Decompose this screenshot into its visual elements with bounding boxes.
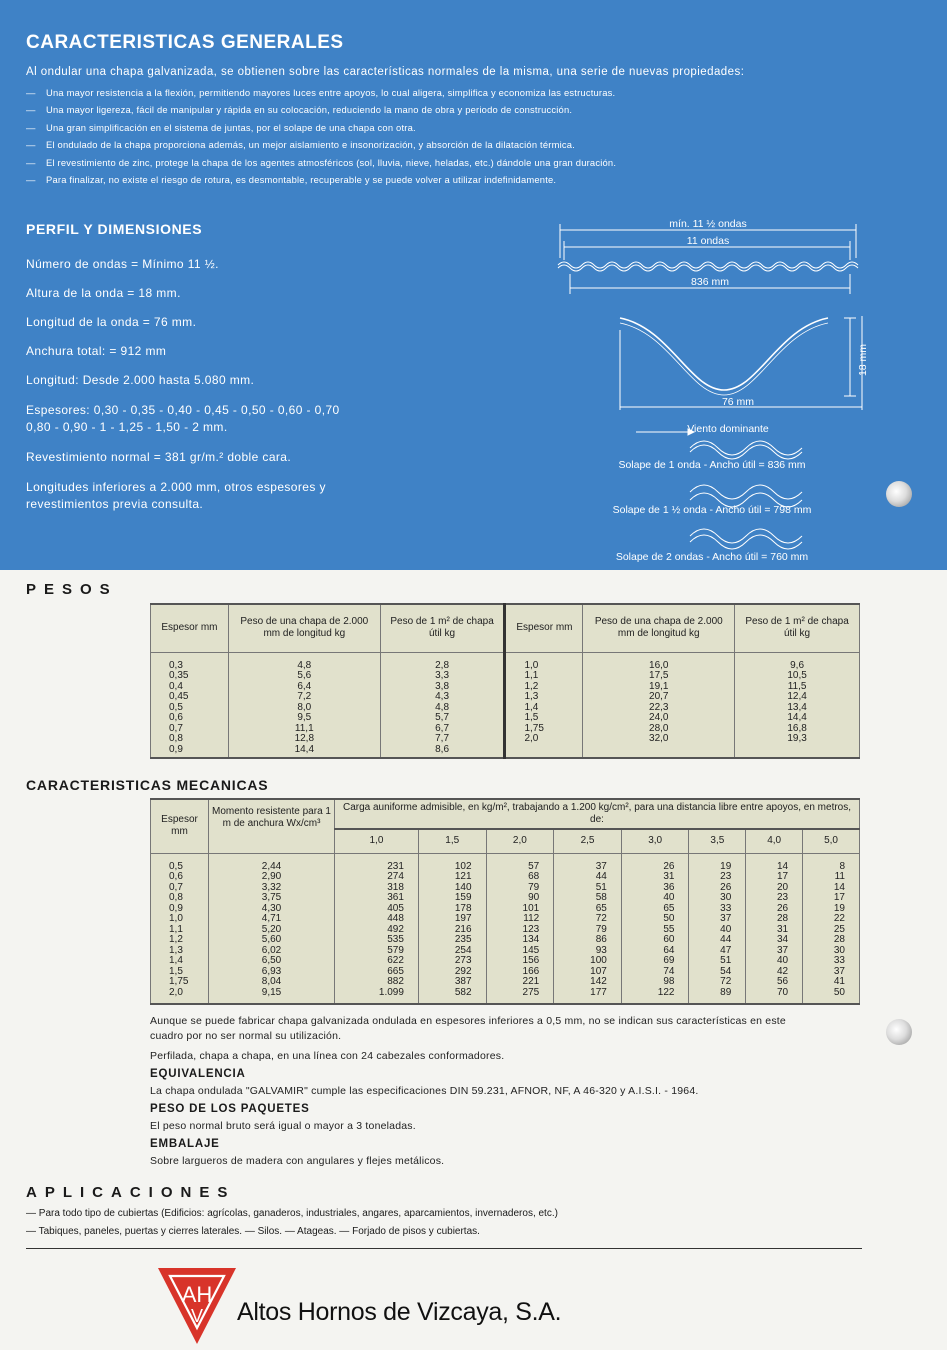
- table-cell: 622: [387, 955, 404, 966]
- spec-note-2: revestimientos previa consulta.: [26, 497, 204, 511]
- table-cell: 5,6: [297, 670, 312, 681]
- table-cell: 122: [657, 986, 675, 998]
- table-cell: 8,04: [261, 976, 282, 987]
- table-cell: 2,0: [169, 986, 183, 998]
- table-cell: 221: [522, 976, 540, 987]
- table-cell: 1,2: [169, 934, 183, 945]
- table-cell: 34: [776, 934, 789, 945]
- logo-text-bottom: V: [190, 1306, 204, 1326]
- binder-hole-bottom: [886, 1019, 912, 1045]
- table-cell: 0,4: [169, 680, 183, 692]
- width-label: 836 mm: [691, 276, 729, 288]
- waves-label: 11 ondas: [686, 235, 730, 247]
- table-cell: 4,8: [297, 659, 312, 671]
- spec-waves: Número de ondas = Mínimo 11 ½.: [26, 257, 219, 271]
- table-cell: 22,3: [649, 701, 669, 713]
- table-cell: 9,5: [297, 712, 312, 723]
- table-cell: 405: [387, 902, 404, 914]
- table-cell: 235: [454, 934, 472, 945]
- mech-span-header: 3,0: [621, 829, 689, 853]
- table-cell: 11: [834, 871, 845, 882]
- table-cell: 54: [720, 965, 732, 977]
- table-cell: 145: [522, 944, 540, 956]
- table-cell: 51: [720, 955, 732, 966]
- table-cell: 12,4: [787, 691, 807, 702]
- table-cell: 55: [663, 923, 675, 935]
- spec-longitud: Longitud: Desde 2.000 hasta 5.080 mm.: [26, 373, 255, 387]
- mech-span-header: 2,5: [554, 829, 622, 853]
- table-cell: 4,71: [261, 913, 282, 924]
- table-cell: 14: [776, 860, 789, 872]
- company-name: Altos Hornos de Vizcaya, S.A.: [237, 1298, 562, 1326]
- table-cell: 1,3: [169, 944, 183, 956]
- bullet-item: — El revestimiento de zinc, protege la chapa de los agentes atmosféricos (sol, lluvia, nieve, heladas, etc.) dándole una gran duración.: [26, 156, 617, 168]
- table-cell: 22: [833, 913, 845, 924]
- mech-col-momento: [209, 853, 335, 1004]
- table-cell: 5,60: [261, 934, 282, 945]
- table-cell: 79: [528, 881, 540, 893]
- table-cell: 274: [387, 871, 404, 882]
- table-cell: 14: [833, 881, 845, 893]
- table-cell: 2,8: [435, 659, 450, 671]
- table-cell: 33: [720, 902, 732, 914]
- table-cell: 19: [833, 902, 845, 914]
- profile-diagram: [550, 210, 880, 568]
- table-cell: 19,3: [787, 733, 807, 744]
- wave-height-label: 18 mm: [857, 343, 869, 377]
- table-cell: 69: [663, 955, 675, 966]
- table-cell: 20,7: [649, 691, 669, 702]
- overlap-2-label: Solape de 2 ondas - Ancho útil = 760 mm: [615, 551, 809, 563]
- table-cell: 28: [776, 913, 789, 924]
- table-cell: 9,6: [790, 659, 805, 671]
- table-cell: 102: [454, 860, 472, 872]
- table-cell: 156: [522, 955, 540, 966]
- mech-col-load: [746, 853, 803, 1004]
- spec-coating: Revestimiento normal = 381 gr/m.² doble cara.: [26, 450, 292, 464]
- weights-title: PESOS: [26, 581, 118, 598]
- table-cell: 28,0: [649, 722, 669, 734]
- table-cell: 112: [523, 913, 540, 924]
- weights-header-chapa: Peso de una chapa de 2.000 mm de longitud kg: [583, 604, 735, 652]
- table-cell: 60: [663, 934, 675, 945]
- table-cell: 1,5: [524, 712, 539, 723]
- mech-header-carga: Carga auniforme admisible, en kg/m², trabajando a 1.200 kg/cm², para una distancia libre entre apoyos, en metros, de:: [335, 799, 860, 829]
- table-cell: 166: [522, 965, 540, 977]
- table-cell: 2,0: [524, 733, 539, 744]
- table-cell: 19: [720, 860, 732, 872]
- table-cell: 101: [522, 902, 540, 914]
- table-cell: 44: [720, 934, 732, 945]
- mech-col-espesor: [151, 853, 209, 1004]
- table-cell: 6,7: [435, 722, 450, 734]
- table-cell: 2,90: [261, 871, 282, 882]
- mech-span-header: 4,0: [746, 829, 803, 853]
- table-cell: 231: [387, 860, 404, 872]
- table-cell: 32,0: [649, 733, 669, 744]
- spec-length: Longitud de la onda = 76 mm.: [26, 315, 197, 329]
- table-cell: 89: [720, 986, 732, 998]
- table-cell: 0,8: [169, 733, 183, 744]
- ahv-logo-icon: [158, 1268, 236, 1344]
- table-cell: 24,0: [649, 712, 669, 723]
- embalaje-text: Sobre largueros de madera con angulares y flejes metálicos.: [150, 1155, 445, 1167]
- mechanical-title: CARACTERISTICAS MECANICAS: [26, 777, 269, 793]
- table-cell: 16,8: [787, 722, 807, 734]
- table-cell: 134: [522, 934, 540, 945]
- table-cell: 1,5: [169, 965, 183, 977]
- table-cell: 6,93: [261, 965, 282, 977]
- wave-profile: [620, 318, 828, 390]
- table-cell: 5,7: [435, 712, 450, 723]
- table-cell: 17: [776, 871, 789, 882]
- footer-divider: [26, 1248, 862, 1249]
- table-cell: 17: [833, 892, 845, 903]
- wind-label: Viento dominante: [687, 423, 769, 435]
- table-cell: 37: [595, 860, 607, 872]
- table-cell: 0,3: [169, 659, 183, 671]
- table-cell: 1,1: [524, 670, 539, 681]
- table-cell: 93: [595, 944, 607, 956]
- table-cell: 14,4: [294, 743, 315, 755]
- weights-col: [583, 652, 735, 758]
- table-cell: 40: [720, 923, 732, 935]
- table-cell: 3,32: [261, 881, 282, 893]
- overlap-1-label: Solape de 1 onda - Ancho útil = 836 mm: [618, 459, 806, 471]
- table-cell: 50: [663, 913, 675, 924]
- equivalencia-text: La chapa ondulada "GALVAMIR" cumple las especificaciones DIN 59.231, AFNOR, NF, A 46-320 y A.I.S.I. - 1964.: [150, 1085, 699, 1097]
- table-cell: 5,20: [261, 923, 282, 935]
- bullet-item: — Para finalizar, no existe el riesgo de rotura, es desmontable, recuperable y se puede volver a utilizar indefinidamente.: [26, 173, 557, 185]
- general-bullets: [26, 84, 616, 188]
- table-cell: 16,0: [649, 659, 669, 671]
- spec-thickness-1: Espesores: 0,30 - 0,35 - 0,40 - 0,45 - 0,50 - 0,60 - 0,70: [26, 403, 340, 417]
- table-cell: 1,0: [169, 913, 183, 924]
- table-cell: 4,30: [261, 902, 282, 914]
- table-cell: 57: [528, 860, 540, 872]
- mech-col-load: [554, 853, 622, 1004]
- table-cell: 72: [595, 913, 607, 924]
- table-cell: 0,7: [169, 881, 183, 893]
- table-cell: 361: [387, 892, 404, 903]
- table-cell: 58: [595, 892, 607, 903]
- bullet-item: — Una mayor resistencia a la flexión, permitiendo mayores luces entre apoyos, lo cual aligera, simplifica y economiza las estructuras.: [26, 87, 616, 98]
- table-cell: 0,5: [169, 860, 183, 872]
- table-cell: 1,3: [524, 691, 539, 702]
- table-cell: 51: [595, 881, 607, 893]
- table-cell: 12,8: [294, 733, 315, 744]
- sheet-wave-bottom: [558, 265, 858, 271]
- table-cell: 11,1: [294, 722, 314, 734]
- table-cell: 100: [590, 955, 607, 966]
- table-cell: 13,4: [787, 701, 807, 713]
- table-cell: 8: [839, 860, 845, 872]
- table-cell: 14,4: [787, 712, 807, 723]
- mech-span-header: 3,5: [689, 829, 746, 853]
- table-cell: 74: [663, 965, 675, 977]
- spec-height: Altura de la onda = 18 mm.: [26, 286, 181, 300]
- table-cell: 0,5: [169, 701, 183, 713]
- table-cell: 0,9: [169, 743, 183, 755]
- overlap-2-sketch: [690, 529, 802, 549]
- table-cell: 79: [595, 923, 607, 935]
- spec-width: Anchura total: = 912 mm: [26, 344, 167, 358]
- mech-span-header: 1,5: [418, 829, 486, 853]
- weights-col: [735, 652, 860, 758]
- table-cell: 44: [595, 871, 607, 882]
- table-cell: 197: [454, 913, 472, 924]
- table-cell: 7,7: [435, 733, 450, 744]
- weights-col: [505, 652, 583, 758]
- table-cell: 0,9: [169, 902, 183, 914]
- table-cell: 37: [776, 944, 789, 956]
- table-cell: 140: [454, 881, 472, 893]
- table-cell: 318: [387, 881, 404, 893]
- spec-thickness-2: 0,80 - 0,90 - 1 - 1,25 - 1,50 - 2 mm.: [26, 420, 228, 434]
- table-cell: 3,75: [261, 892, 282, 903]
- embalaje-title: EMBALAJE: [150, 1138, 220, 1150]
- table-cell: 1,75: [524, 722, 544, 734]
- table-cell: 142: [590, 976, 607, 987]
- overlap-15-label: Solape de 1 ½ onda - Ancho útil = 798 mm: [612, 504, 812, 516]
- table-cell: 1,4: [524, 701, 539, 713]
- table-cell: 254: [454, 944, 472, 956]
- table-cell: 28: [833, 934, 845, 945]
- table-cell: 492: [387, 923, 404, 935]
- table-cell: 0,7: [169, 722, 183, 734]
- peso-paquetes-title: PESO DE LOS PAQUETES: [150, 1103, 310, 1115]
- min-waves-label: mín. 11 ½ ondas: [669, 218, 747, 230]
- table-cell: 50: [833, 986, 845, 998]
- table-cell: 20: [776, 881, 789, 893]
- table-cell: 0,35: [169, 670, 189, 681]
- table-cell: 0,45: [169, 691, 189, 702]
- table-cell: 17,5: [649, 670, 669, 681]
- applications-list: [26, 1205, 558, 1241]
- table-cell: 37: [720, 913, 732, 924]
- table-cell: 275: [522, 986, 540, 998]
- table-cell: 4,3: [435, 691, 450, 702]
- binder-hole-top: [886, 481, 912, 507]
- table-cell: 8,6: [435, 743, 450, 755]
- table-cell: 177: [590, 986, 607, 998]
- table-cell: 25: [833, 923, 845, 935]
- table-cell: 882: [387, 976, 404, 987]
- table-cell: 2,44: [261, 860, 282, 872]
- spec-note-1: Longitudes inferiores a 2.000 mm, otros espesores y: [26, 480, 326, 494]
- note-thin-sheets: Aunque se puede fabricar chapa galvanizada ondulada en espesores inferiores a 0,5 mm, no se indican sus características en este: [150, 1015, 786, 1027]
- table-cell: 121: [454, 871, 472, 882]
- table-cell: 107: [590, 965, 607, 977]
- weights-header-espesor: Espesor mm: [505, 604, 583, 652]
- weights-col: [380, 652, 505, 758]
- table-cell: 98: [663, 976, 675, 987]
- weights-header-chapa: Peso de una chapa de 2.000 mm de longitud kg: [228, 604, 380, 652]
- table-cell: 665: [387, 965, 404, 977]
- table-cell: 26: [720, 881, 732, 893]
- weights-table: [150, 603, 860, 759]
- logo-text-top: AH: [181, 1282, 213, 1307]
- table-cell: 10,5: [787, 670, 807, 681]
- table-cell: 40: [776, 955, 789, 966]
- table-cell: 9,15: [261, 986, 282, 998]
- mech-col-load: [621, 853, 689, 1004]
- table-cell: 19,1: [649, 680, 669, 692]
- applications-title: APLICACIONES: [26, 1184, 236, 1201]
- note-thin-sheets-2: cuadro por no ser normal su utilización.: [150, 1030, 342, 1042]
- bullet-item: — Una mayor ligereza, fácil de manipular y rápida en su colocación, reduciendo la mano de obra y periodo de construcción.: [26, 104, 573, 116]
- table-cell: 6,4: [297, 680, 312, 692]
- table-cell: 3,3: [435, 670, 450, 681]
- overlap-1-sketch: [690, 441, 802, 459]
- table-cell: 582: [454, 986, 472, 998]
- table-cell: 1,1: [169, 923, 183, 935]
- table-cell: 65: [663, 902, 675, 914]
- table-cell: 64: [663, 944, 675, 956]
- table-cell: 42: [776, 965, 789, 977]
- mechanical-table: [150, 798, 860, 1005]
- weights-col: [228, 652, 380, 758]
- table-cell: 0,8: [169, 892, 183, 903]
- table-cell: 31: [663, 871, 675, 882]
- mech-col-load: [335, 853, 419, 1004]
- table-cell: 1,2: [524, 680, 539, 692]
- table-cell: 31: [776, 923, 789, 935]
- table-cell: 33: [833, 955, 845, 966]
- table-cell: 6,02: [261, 944, 282, 956]
- wave-length-label: 76 mm: [721, 396, 755, 408]
- table-cell: 47: [720, 944, 732, 956]
- profile-title: PERFIL Y DIMENSIONES: [26, 221, 203, 237]
- table-cell: 178: [454, 902, 472, 914]
- general-panel: [0, 0, 947, 570]
- mech-span-header: 2,0: [486, 829, 554, 853]
- bullet-item: — Una gran simplificación en el sistema de juntas, por el solape de una chapa con otra.: [26, 121, 416, 133]
- table-cell: 3,8: [435, 680, 450, 692]
- table-cell: 4,8: [435, 701, 450, 713]
- table-cell: 1,0: [524, 659, 539, 671]
- table-cell: 41: [833, 976, 845, 987]
- table-cell: 30: [720, 892, 732, 903]
- weights-header-m2: Peso de 1 m² de chapa útil kg: [380, 604, 505, 652]
- mech-col-load: [486, 853, 554, 1004]
- peso-paquetes-text: El peso normal bruto será igual o mayor a 3 toneladas.: [150, 1120, 416, 1132]
- table-cell: 23: [720, 871, 732, 882]
- table-cell: 68: [528, 871, 540, 882]
- application-item: — Tabiques, paneles, puertas y cierres laterales. — Silos. — Atageas. — Forjado de pisos y cubiertas.: [26, 1226, 480, 1237]
- table-cell: 11,5: [787, 680, 807, 692]
- table-cell: 40: [663, 892, 675, 903]
- table-cell: 6,50: [261, 955, 282, 966]
- table-cell: 216: [454, 923, 472, 935]
- mech-header-espesor: Espesor mm: [151, 799, 209, 853]
- table-cell: 1,4: [169, 955, 183, 966]
- table-cell: 448: [387, 913, 404, 924]
- table-cell: 1,75: [169, 976, 189, 987]
- weights-col: [151, 652, 229, 758]
- table-cell: 7,2: [297, 691, 312, 702]
- mech-span-header: 1,0: [335, 829, 419, 853]
- mech-col-load: [689, 853, 746, 1004]
- general-intro: Al ondular una chapa galvanizada, se obtienen sobre las características normales de la misma, una serie de nuevas propiedades:: [26, 66, 745, 78]
- table-cell: 56: [776, 976, 789, 987]
- mech-col-load: [418, 853, 486, 1004]
- table-cell: 86: [595, 934, 607, 945]
- application-item: — Para todo tipo de cubiertas (Edificios: agrícolas, ganaderos, industriales, angares, aparcamientos, invernaderos, etc.): [26, 1208, 558, 1219]
- equivalencia-title: EQUIVALENCIA: [150, 1068, 246, 1080]
- bullet-item: — El ondulado de la chapa proporciona además, un mejor aislamiento e insonorización, y absorción de la dilatación térmica.: [26, 139, 575, 151]
- table-cell: 70: [776, 986, 789, 998]
- mech-header-momento: Momento resistente para 1 m de anchura Wx/cm³: [209, 799, 335, 853]
- table-cell: 0,6: [169, 871, 183, 882]
- table-cell: 8,0: [297, 701, 312, 713]
- table-cell: 0,6: [169, 712, 183, 723]
- table-cell: 30: [833, 944, 845, 956]
- table-cell: 273: [454, 955, 472, 966]
- table-cell: 26: [663, 860, 675, 872]
- weights-header-m2: Peso de 1 m² de chapa útil kg: [735, 604, 860, 652]
- table-cell: 579: [387, 944, 404, 956]
- general-title: CARACTERISTICAS GENERALES: [26, 32, 344, 53]
- table-cell: 72: [720, 976, 732, 987]
- mech-span-header: 5,0: [803, 829, 860, 853]
- table-cell: 535: [387, 934, 404, 945]
- table-cell: 65: [595, 902, 607, 914]
- table-cell: 37: [833, 965, 845, 977]
- note-profiling: Perfilada, chapa a chapa, en una línea con 24 cabezales conformadores.: [150, 1050, 505, 1062]
- table-cell: 159: [454, 892, 472, 903]
- table-cell: 387: [454, 976, 472, 987]
- table-cell: 36: [663, 881, 675, 893]
- table-cell: 292: [454, 965, 472, 977]
- table-cell: 123: [522, 923, 540, 935]
- mech-col-load: [803, 853, 860, 1004]
- weights-header-espesor: Espesor mm: [151, 604, 229, 652]
- table-cell: 23: [776, 892, 789, 903]
- table-cell: 26: [776, 902, 789, 914]
- table-cell: 90: [528, 892, 540, 903]
- table-cell: 1.099: [378, 986, 404, 998]
